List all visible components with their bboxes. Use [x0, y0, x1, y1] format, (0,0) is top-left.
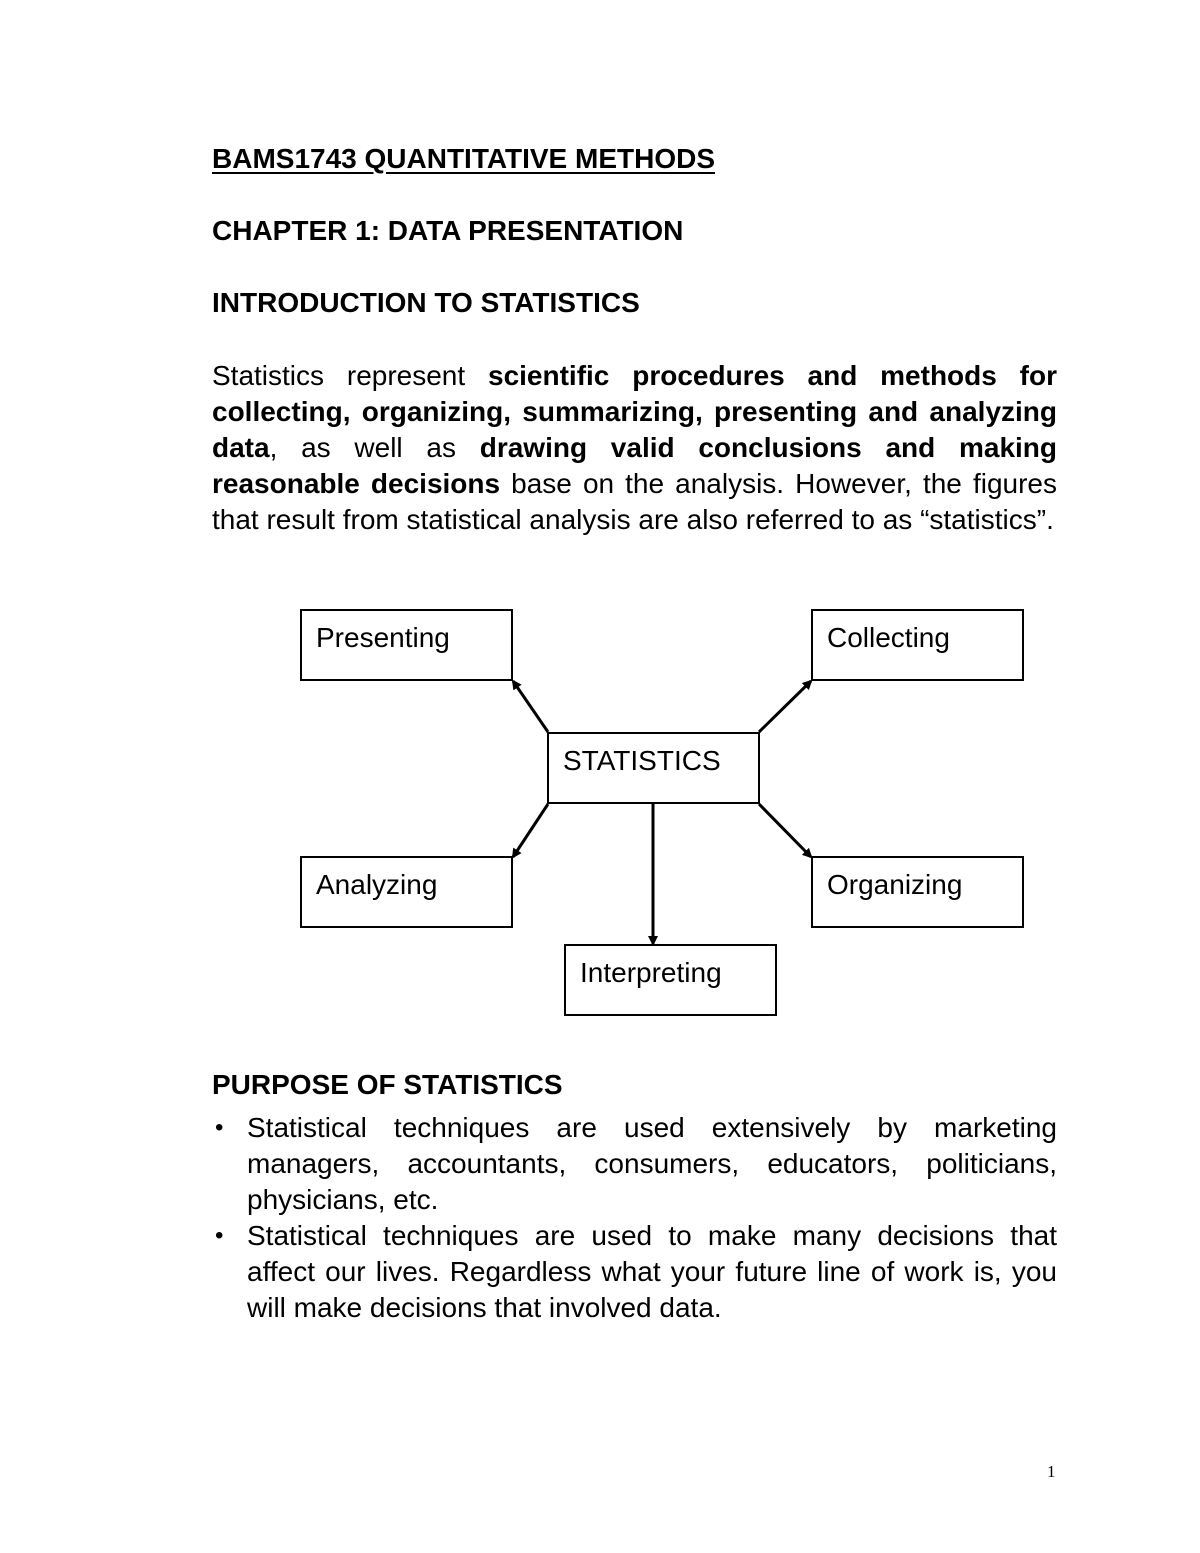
node-analyzing: Analyzing [300, 856, 513, 928]
bullet-dot-icon: • [215, 1114, 224, 1141]
arrow-to-organizing [759, 804, 811, 857]
purpose-bullet-1 [212, 1110, 1057, 1218]
node-collecting: Collecting [811, 609, 1024, 681]
intro-bold-1: scientific procedures and methods for collecting, organizing, summarizing, presenting and analyzing data [212, 360, 1058, 463]
page-number: 1 [1047, 1462, 1056, 1481]
purpose-bullet-2 [212, 1218, 1057, 1326]
bullet-text: Statistical techniques are used extensively by marketing managers, accountants, consumers, educators, politicians, physicians, etc. [247, 1112, 1057, 1215]
intro-text-3: base on the analysis. However, the figures that result from statistical analysis are also referred to as “statistics”. [212, 468, 1057, 535]
node-presenting: Presenting [300, 609, 513, 681]
arrow-to-analyzing [513, 804, 548, 857]
purpose-bullet-list [212, 1110, 1057, 1326]
node-organizing: Organizing [811, 856, 1024, 928]
purpose-heading: PURPOSE OF STATISTICS [212, 1069, 563, 1100]
bullet-text: Statistical techniques are used to make many decisions that affect our lives. Regardless what your future line of work is, you will make decisions that involved data. [247, 1220, 1057, 1323]
node-statistics-center: STATISTICS [547, 732, 760, 804]
intro-text-2: , as well as [269, 432, 480, 463]
arrow-to-collecting [759, 681, 811, 732]
arrow-to-presenting [513, 681, 548, 732]
intro-bold-2: drawing valid conclusions and making reasonable decisions [212, 432, 1058, 499]
intro-text-1: Statistics represent [212, 360, 488, 391]
node-interpreting: Interpreting [564, 944, 777, 1016]
intro-heading: INTRODUCTION TO STATISTICS [212, 287, 640, 318]
intro-paragraph [212, 358, 1057, 538]
chapter-title: CHAPTER 1: DATA PRESENTATION [212, 215, 684, 246]
bullet-dot-icon: • [215, 1222, 224, 1249]
course-title: BAMS1743 QUANTITATIVE METHODS [212, 143, 716, 174]
